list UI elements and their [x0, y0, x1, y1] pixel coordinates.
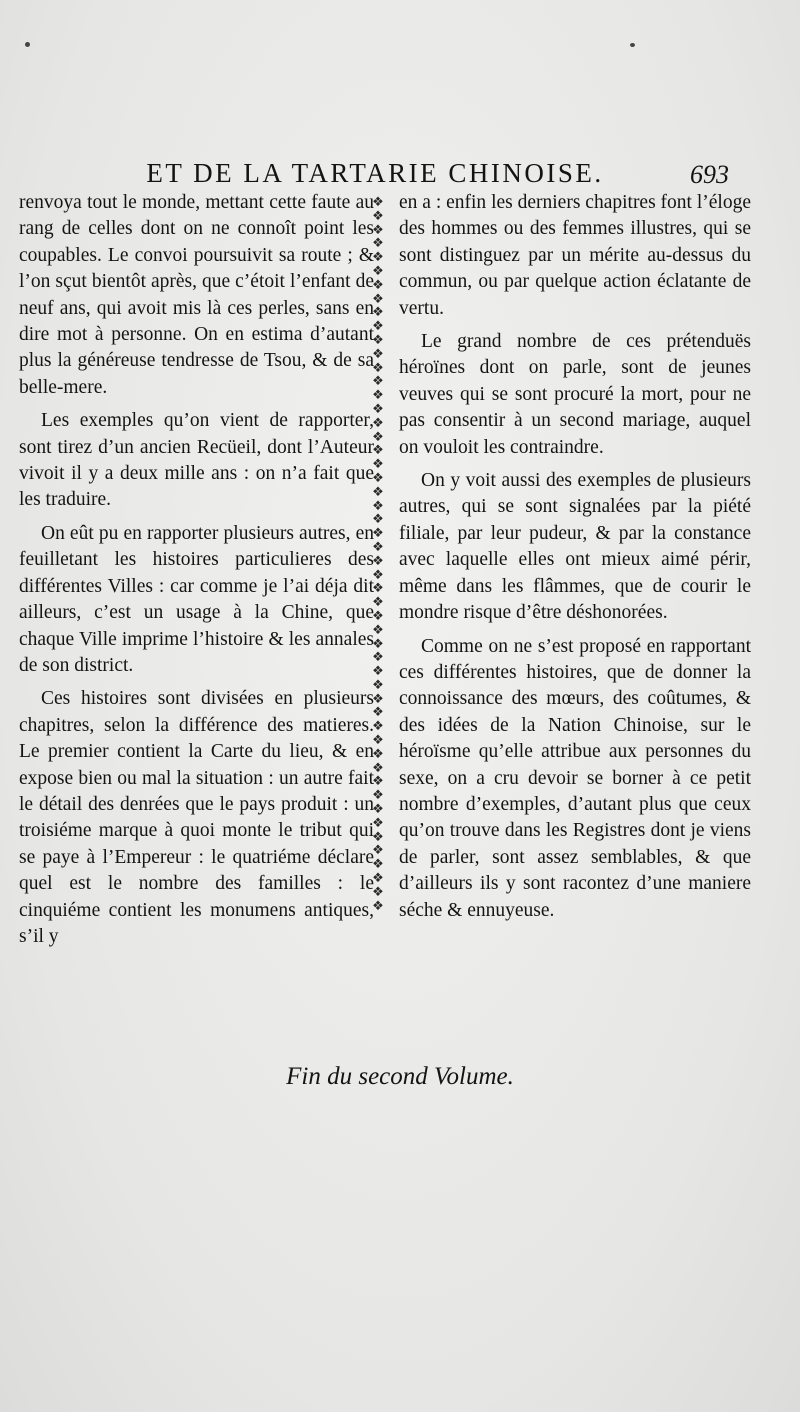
paragraph: Comme on ne s’est proposé en rapportant ces différentes histoires, que de donner la connoissance des mœurs, des coûtumes, & des idées de la Nation Chinoise, sur le héroïsme qu’elle attribue aux personnes du sexe, on a cru devoir se borner à ce petit nombre d’exemples, d’autant plus que ceux qu’on trouve dans les Registres dont je viens de parler, sont assez semblables, & que d’ailleurs ils y sont racontez d’une maniere séche & ennuyeuse. — [399, 635, 751, 921]
paragraph: renvoya tout le monde, mettant cette faute au rang de celles dont on ne connoît point les coupables. Le convoi poursuivit sa route ; & l’on sçut bientôt après, que c’étoit l’enfant de neuf ans, qui avoit mis là ces perles, sans en dire mot à personne. On en estima d’autant plus la généreuse tendresse de Tsou, & de sa belle-mere. — [19, 192, 374, 398]
paragraph: Ces histoires sont divisées en plusieurs chapitres, selon la différence des matieres. Le premier contient la Carte du lieu, & en expose bien ou mal la situation : un autre fait le détail des denrées que le pays produit : un troisiéme marque à quoi monte le tribut qui se paye à l’Empereur : le quatriéme déclare quel est le nombre des familles : le cinquiéme contient les monumens antiques, s’il y — [19, 688, 374, 947]
paragraph: On y voit aussi des exemples de plusieurs autres, qui se sont signalées par la piété filiale, par leur pudeur, & par la constance avec laquelle elles ont mieux aimé périr, même dans les flâmmes, que de courir le mondre risque d’être déshonorées. — [399, 470, 751, 624]
running-title: ET DE LA TARTARIE CHINOISE. — [146, 158, 604, 188]
paragraph: Les exemples qu’on vient de rapporter, sont tirez d’un ancien Recüeil, dont l’Auteur vivoit il y a deux mille ans : on n’a fait que les traduire. — [19, 410, 374, 511]
column-divider-ornament: ❖ ❖ ❖ ❖ ❖ ❖ ❖ ❖ ❖ ❖ ❖ ❖ ❖ ❖ ❖ ❖ ❖ ❖ ❖ ❖ ❖ ❖ ❖ ❖ ❖ ❖ ❖ ❖ ❖ ❖ ❖ ❖ ❖ ❖ ❖ ❖ ❖ ❖ ❖ ❖ ❖ ❖ ❖ ❖ ❖ ❖ ❖ ❖ ❖ ❖ ❖ ❖ — [372, 195, 384, 914]
paragraph: On eût pu en rapporter plusieurs autres, en feuilletant les histoires particulieres des différentes Villes : car comme je l’ai déja dit ailleurs, c’est un usage à la Chine, que chaque Ville imprime l’histoire & les annales de son district. — [19, 522, 374, 676]
end-of-volume-note: Fin du second Volume. — [286, 1063, 514, 1090]
page-number: 693 — [690, 160, 729, 189]
paragraph: Le grand nombre de ces prétenduës héroïnes dont on parle, sont de jeunes veuves qui se sont procuré la mort, pour ne pas consentir à un second mariage, auquel on vouloit les contraindre. — [399, 331, 751, 458]
paragraph: en a : enfin les derniers chapitres font l’éloge des hommes ou des femmes illustres, qui se sont distinguez par un mérite au-dessus du commun, ou par quelque action éclatante de vertu. — [399, 192, 751, 319]
ink-speck — [630, 43, 635, 47]
ink-speck — [25, 42, 30, 47]
left-column — [19, 190, 374, 957]
right-column — [399, 190, 751, 931]
